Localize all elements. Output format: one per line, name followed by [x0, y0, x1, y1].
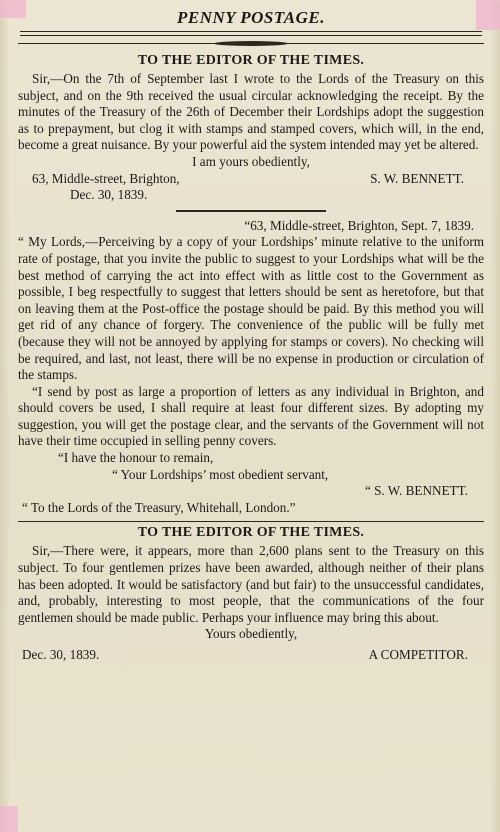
letter-one-signature-line: [18, 171, 484, 188]
pink-tab-top-right: [476, 0, 500, 30]
enclosed-servant: “ Your Lordships’ most obedient servant,: [112, 466, 329, 482]
paper-edge-left: [0, 0, 10, 832]
enclosed-paragraph-two: “I send by post as large a proportion of letters as any individual in Brighton, and should covers be used, I shall require at least four different sizes. By adopting my suggestion, you will get the postage clear, and the servants of the Government will not have their time occupied in selling penny covers.: [18, 383, 484, 449]
letter-one-signature: S. W. BENNETT.: [370, 170, 464, 186]
masthead-rule: [20, 31, 482, 36]
enclosed-dateline: “63, Middle-street, Brighton, Sept. 7, 1839.: [244, 217, 474, 233]
letter-two-closing: Yours obediently,: [204, 626, 298, 642]
letter-one-address: 63, Middle-street, Brighton,: [32, 170, 180, 186]
letter-one-closing: I am yours obediently,: [192, 153, 310, 169]
pink-tab-bottom-left: [0, 806, 18, 832]
letter-one-date: Dec. 30, 1839.: [70, 187, 148, 203]
section-rule: [18, 521, 484, 522]
swell-rule: [18, 39, 484, 49]
enclosed-signature: “ S. W. BENNETT.: [364, 483, 468, 499]
enclosed-letter: [18, 218, 484, 517]
letter-two-date: Dec. 30, 1839.: [22, 647, 100, 662]
pink-tab-top-left: [0, 0, 26, 18]
letter-two-body: Sir,—There were, it appears, more than 2,600 plans sent to the Treasury on this subject. To four gentlemen prizes have been awarded, although neither of their plans has been adopted. It would be satisfactory (and but fair) to the unsuccessful candidates, and, probably, interesting to most people, that the communications of the four gentlemen should be made public. Perhaps your influence may bring this about.: [18, 543, 484, 625]
enclosed-paragraph-one: “ My Lords,—Perceiving by a copy of your Lordships’ minute relative to the uniform rate of postage, that you invite the public to suggest to your Lordships what will be the best method of carrying the act into effect with as little cost to the Government as possible, I beg respectfully to suggest that letters should be sent as heretofore, but that on leaving them at the Post-office the postage should be paid. By this method you will get rid of any chance of forgery. The convenience of the public will be fully met (because they will not be annoyed by applying for stamps or covers). No checking will be required, and last, not least, there will be no expense in production or circulation of the stamps.: [18, 234, 484, 383]
letter-two-heading: TO THE EDITOR OF THE TIMES.: [137, 525, 365, 541]
letter-one: [18, 53, 484, 204]
letter-two-signature-line: [18, 647, 484, 664]
enclosed-addressee: “ To the Lords of the Treasury, Whitehall, London.”: [22, 499, 296, 515]
letter-one-heading: TO THE EDITOR OF THE TIMES.: [137, 53, 365, 68]
page-title: PENNY POSTAGE.: [176, 8, 326, 27]
paper-edge-right: [490, 0, 500, 832]
letter-one-body: Sir,—On the 7th of September last I wrote to the Lords of the Treasury on this subject, and on the 9th received the usual circular acknowledging the receipt. By the minutes of the Treasury of the 26th of December their Lordships adopt the suggestion as to prepayment, but clog it with stamps and stamped covers, which will, in the end, become a great nuisance. By your powerful aid the system intended may yet be altered.: [18, 71, 484, 153]
letter-two-signature: A COMPETITOR.: [368, 647, 468, 662]
letter-two: [18, 525, 484, 663]
section-divider: [176, 210, 326, 212]
enclosed-honour: “I have the honour to remain,: [58, 450, 214, 466]
